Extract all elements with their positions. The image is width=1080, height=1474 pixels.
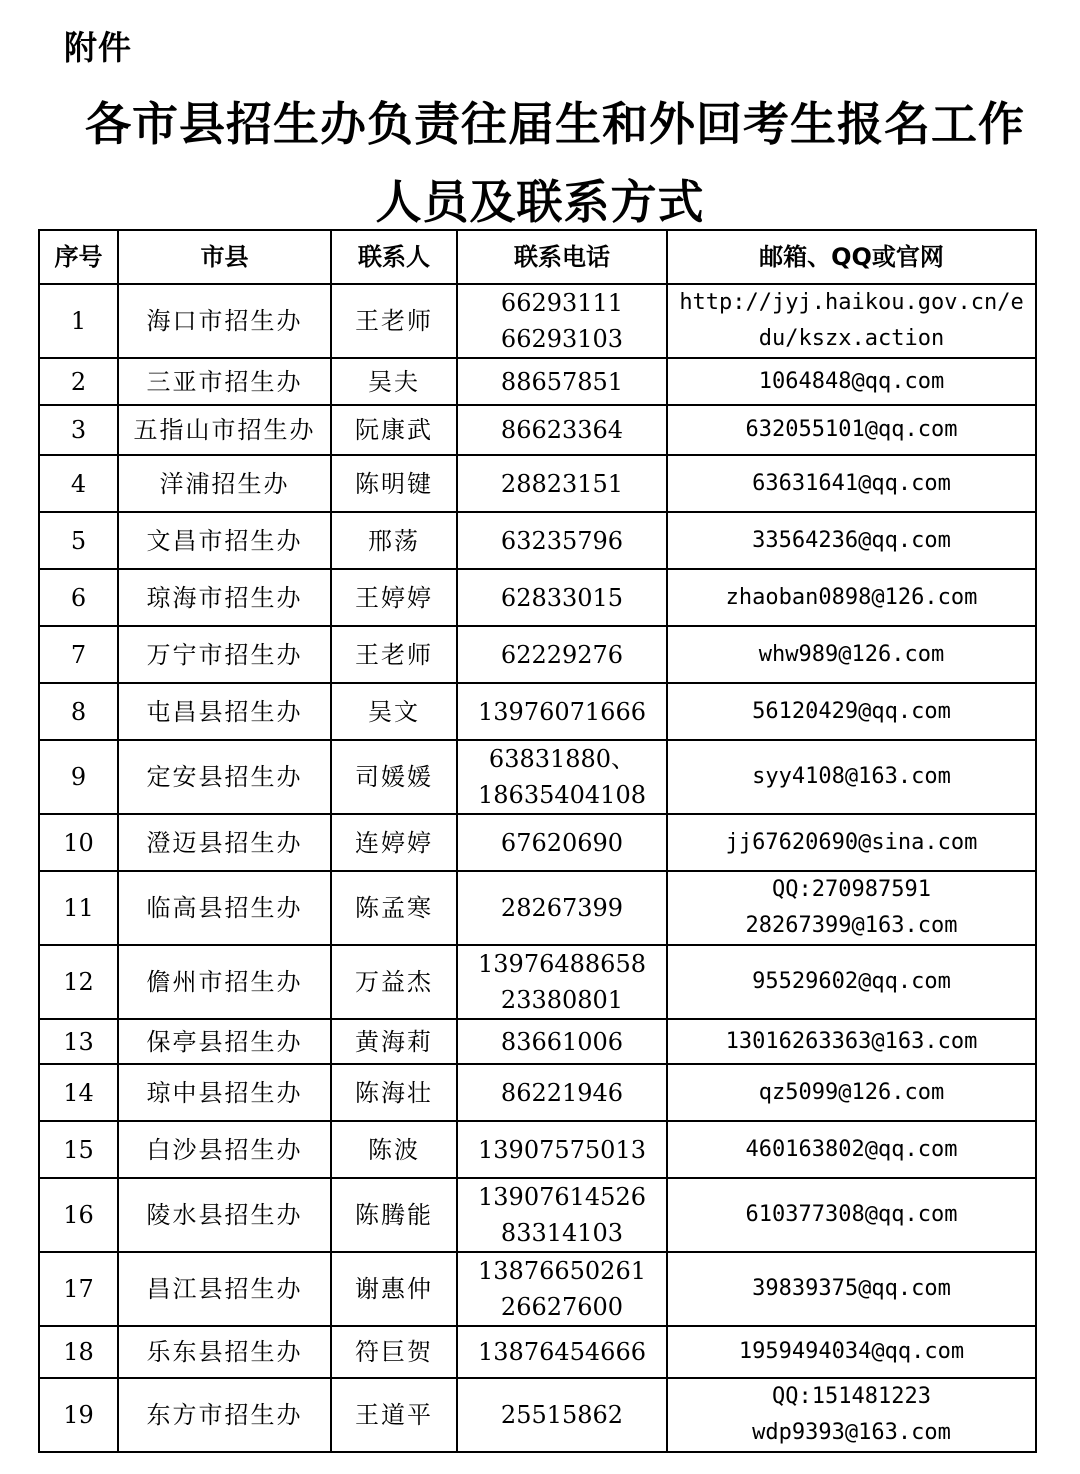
table-row — [39, 945, 1036, 1019]
email-or-website: 1064848@qq.com — [758, 368, 945, 394]
table-row — [39, 512, 1036, 569]
phone-number: 26627600 — [500, 1293, 624, 1321]
header-phone: 联系电话 — [457, 230, 667, 284]
contact-person: 司媛媛 — [331, 740, 457, 814]
row-number: 11 — [39, 871, 118, 945]
email-or-website: syy4108@163.com — [752, 764, 951, 789]
email-qq-website-cell — [667, 945, 1036, 1019]
row-number: 10 — [39, 814, 118, 871]
email-qq-website-cell — [667, 1178, 1036, 1252]
row-number: 9 — [39, 740, 118, 814]
phone-cell — [457, 1178, 667, 1252]
office-name: 琼中县招生办 — [118, 1064, 331, 1121]
email-or-website: 63631641@qq.com — [752, 470, 951, 496]
office-name: 东方市招生办 — [118, 1378, 331, 1452]
contact-person: 王道平 — [331, 1378, 457, 1452]
row-number: 5 — [39, 512, 118, 569]
phone-number: 13876454666 — [478, 1338, 646, 1366]
office-name: 陵水县招生办 — [118, 1178, 331, 1252]
row-number: 2 — [39, 358, 118, 405]
office-name: 昌江县招生办 — [118, 1252, 331, 1326]
phone-cell — [457, 405, 667, 455]
email-qq-website-cell — [667, 626, 1036, 683]
row-number: 13 — [39, 1019, 118, 1064]
row-number: 12 — [39, 945, 118, 1019]
header-email: 邮箱、QQ或官网 — [667, 230, 1036, 284]
contact-person: 阮康武 — [331, 405, 457, 455]
phone-cell — [457, 814, 667, 871]
phone-cell — [457, 455, 667, 512]
email-or-website: http://jyj.haikou.gov.cn/e — [679, 290, 1024, 315]
table-row — [39, 284, 1036, 358]
contact-person: 万益杰 — [331, 945, 457, 1019]
attachment-label: 附件 — [64, 28, 132, 67]
email-qq-website-cell — [667, 358, 1036, 405]
email-or-website: 33564236@qq.com — [752, 527, 951, 553]
table-row — [39, 1378, 1036, 1452]
contact-person: 谢惠仲 — [331, 1252, 457, 1326]
email-or-website: 28267399@163.com — [745, 913, 958, 938]
document-title-line2: 人员及联系方式 — [375, 175, 705, 229]
phone-cell — [457, 945, 667, 1019]
office-name: 三亚市招生办 — [118, 358, 331, 405]
email-or-website: 95529602@qq.com — [752, 969, 951, 994]
email-or-website: zhaoban0898@126.com — [725, 584, 978, 610]
phone-number: 86623364 — [500, 416, 624, 444]
row-number: 19 — [39, 1378, 118, 1452]
table-row — [39, 1019, 1036, 1064]
header-number: 序号 — [39, 230, 118, 284]
office-name: 定安县招生办 — [118, 740, 331, 814]
phone-number: 13976071666 — [478, 697, 646, 726]
email-qq-website-cell — [667, 569, 1036, 626]
phone-number: 66293103 — [500, 325, 624, 353]
phone-number: 86221946 — [500, 1078, 624, 1107]
table-row — [39, 1178, 1036, 1252]
row-number: 6 — [39, 569, 118, 626]
table-row — [39, 683, 1036, 740]
table-row — [39, 814, 1036, 871]
email-or-website: 610377308@qq.com — [745, 1202, 958, 1227]
office-name: 海口市招生办 — [118, 284, 331, 358]
table-row — [39, 1252, 1036, 1326]
office-name: 琼海市招生办 — [118, 569, 331, 626]
table-row — [39, 1121, 1036, 1178]
table-row — [39, 455, 1036, 512]
contact-person: 黄海莉 — [331, 1019, 457, 1064]
office-name: 临高县招生办 — [118, 871, 331, 945]
contact-person: 吴文 — [331, 683, 457, 740]
office-name: 乐东县招生办 — [118, 1326, 331, 1378]
email-or-website: 632055101@qq.com — [745, 417, 958, 442]
contact-person: 符巨贺 — [331, 1326, 457, 1378]
table-body — [39, 284, 1036, 1452]
phone-cell — [457, 740, 667, 814]
table-row — [39, 740, 1036, 814]
table-row — [39, 1064, 1036, 1121]
table-row — [39, 626, 1036, 683]
header-office: 市县 — [118, 230, 331, 284]
phone-number: 13876650261 — [478, 1257, 646, 1285]
table-row — [39, 569, 1036, 626]
document-title-line1: 各市县招生办负责往届生和外回考生报名工作 — [85, 97, 1025, 151]
row-number: 15 — [39, 1121, 118, 1178]
phone-cell — [457, 1326, 667, 1378]
phone-cell — [457, 871, 667, 945]
row-number: 14 — [39, 1064, 118, 1121]
office-name: 洋浦招生办 — [118, 455, 331, 512]
email-or-website: jj67620690@sina.com — [725, 829, 978, 855]
phone-cell — [457, 1121, 667, 1178]
phone-number: 13907614526 — [478, 1183, 646, 1211]
email-qq-website-cell — [667, 1252, 1036, 1326]
row-number: 8 — [39, 683, 118, 740]
contact-person: 王老师 — [331, 284, 457, 358]
contact-person: 陈明键 — [331, 455, 457, 512]
email-or-website: wdp9393@163.com — [752, 1420, 951, 1445]
email-or-website: 13016263363@163.com — [725, 1028, 978, 1054]
phone-number: 83661006 — [500, 1027, 624, 1056]
email-qq-website-cell — [667, 284, 1036, 358]
email-or-website: 1959494034@qq.com — [738, 1339, 965, 1364]
row-number: 1 — [39, 284, 118, 358]
row-number: 3 — [39, 405, 118, 455]
contact-table — [38, 229, 1037, 1453]
office-name: 五指山市招生办 — [118, 405, 331, 455]
phone-cell — [457, 569, 667, 626]
email-qq-website-cell — [667, 1378, 1036, 1452]
email-or-website: 460163802@qq.com — [745, 1136, 958, 1162]
contact-person: 王老师 — [331, 626, 457, 683]
email-qq-website-cell — [667, 814, 1036, 871]
phone-cell — [457, 1064, 667, 1121]
email-qq-website-cell — [667, 455, 1036, 512]
email-qq-website-cell — [667, 1064, 1036, 1121]
office-name: 保亭县招生办 — [118, 1019, 331, 1064]
phone-cell — [457, 1252, 667, 1326]
table-row — [39, 871, 1036, 945]
phone-cell — [457, 626, 667, 683]
email-or-website: QQ:270987591 — [772, 877, 931, 902]
office-name: 文昌市招生办 — [118, 512, 331, 569]
contact-person: 连婷婷 — [331, 814, 457, 871]
email-qq-website-cell — [667, 405, 1036, 455]
table-row — [39, 1326, 1036, 1378]
contact-person: 邢荡 — [331, 512, 457, 569]
contact-person: 陈海壮 — [331, 1064, 457, 1121]
phone-cell — [457, 512, 667, 569]
phone-number: 62833015 — [500, 583, 624, 612]
contact-person: 王婷婷 — [331, 569, 457, 626]
header-contact: 联系人 — [331, 230, 457, 284]
phone-cell — [457, 358, 667, 405]
email-or-website: qz5099@126.com — [758, 1079, 945, 1105]
phone-number: 63235796 — [500, 526, 624, 555]
contact-person: 吴夫 — [331, 358, 457, 405]
table-row — [39, 405, 1036, 455]
phone-number: 62229276 — [500, 640, 624, 669]
phone-cell — [457, 683, 667, 740]
row-number: 17 — [39, 1252, 118, 1326]
email-or-website: whw989@126.com — [758, 641, 945, 667]
phone-cell — [457, 284, 667, 358]
email-qq-website-cell — [667, 1121, 1036, 1178]
phone-number: 25515862 — [500, 1401, 624, 1429]
office-name: 白沙县招生办 — [118, 1121, 331, 1178]
row-number: 7 — [39, 626, 118, 683]
row-number: 16 — [39, 1178, 118, 1252]
email-or-website: du/kszx.action — [758, 326, 945, 351]
contact-person: 陈波 — [331, 1121, 457, 1178]
phone-number: 66293111 — [500, 289, 624, 317]
email-qq-website-cell — [667, 871, 1036, 945]
office-name: 万宁市招生办 — [118, 626, 331, 683]
phone-number: 28823151 — [500, 469, 624, 498]
phone-number: 28267399 — [500, 894, 624, 922]
row-number: 18 — [39, 1326, 118, 1378]
contact-person: 陈孟寒 — [331, 871, 457, 945]
email-or-website: QQ:151481223 — [772, 1384, 931, 1409]
email-qq-website-cell — [667, 1326, 1036, 1378]
office-name: 澄迈县招生办 — [118, 814, 331, 871]
phone-cell — [457, 1378, 667, 1452]
phone-cell — [457, 1019, 667, 1064]
phone-number: 23380801 — [500, 986, 624, 1014]
row-number: 4 — [39, 455, 118, 512]
phone-number: 88657851 — [500, 367, 624, 396]
phone-number: 63831880、 — [488, 745, 636, 773]
phone-number: 13976488658 — [478, 950, 646, 978]
phone-number: 18635404108 — [478, 781, 646, 809]
phone-number: 67620690 — [500, 828, 624, 857]
office-name: 屯昌县招生办 — [118, 683, 331, 740]
email-qq-website-cell — [667, 683, 1036, 740]
email-qq-website-cell — [667, 1019, 1036, 1064]
table-row — [39, 358, 1036, 405]
email-qq-website-cell — [667, 740, 1036, 814]
table-header-row — [39, 230, 1036, 284]
email-or-website: 39839375@qq.com — [752, 1276, 951, 1301]
phone-number: 83314103 — [500, 1219, 624, 1247]
email-qq-website-cell — [667, 512, 1036, 569]
contact-person: 陈腾能 — [331, 1178, 457, 1252]
email-or-website: 56120429@qq.com — [752, 698, 951, 724]
phone-number: 13907575013 — [478, 1135, 646, 1164]
office-name: 儋州市招生办 — [118, 945, 331, 1019]
